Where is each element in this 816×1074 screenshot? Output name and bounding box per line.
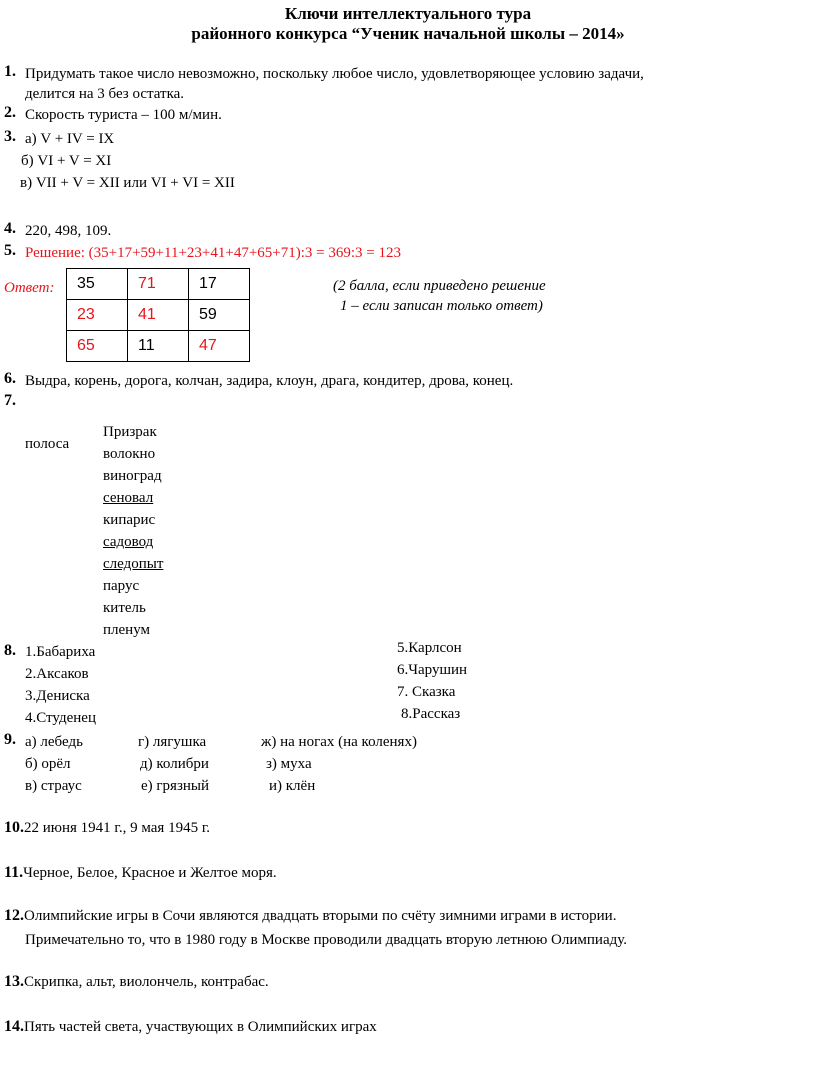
list-item: з) муха (266, 756, 312, 772)
grid-cell: 23 (67, 300, 128, 331)
q1-answer-line-2: делится на 3 без остатка. (25, 86, 185, 102)
grid-cell: 65 (67, 331, 128, 362)
q6-answer: Выдра, корень, дорога, колчан, задира, клоун, драга, кондитер, дрова, конец. (25, 373, 514, 389)
q3-answer-c: в) VII + V = XII или VI + VI = XII (20, 175, 235, 191)
q4-answer: 220, 498, 109. (25, 223, 112, 239)
list-item: 6.Чарушин (397, 662, 468, 678)
list-item: 8.Рассказ (401, 706, 461, 722)
q14-number: 14. (4, 1018, 24, 1035)
q3-answer-b: б) VI + V = XI (21, 153, 112, 169)
list-item: садовод (103, 534, 154, 550)
table-row (67, 300, 250, 331)
list-item: ж) на ногах (на коленях) (261, 734, 417, 750)
list-item: следопыт (103, 556, 164, 572)
list-item: г) лягушка (138, 734, 207, 750)
q3-number: 3. (4, 128, 16, 145)
list-item: и) клён (269, 778, 316, 794)
q9-column-3 (261, 731, 417, 797)
grid-cell: 35 (67, 269, 128, 300)
q7-word-list (103, 421, 163, 641)
q12-answer-line-2: Примечательно то, что в 1980 году в Москве проводили двадцать вторую летнюю Олимпиаду. (25, 932, 627, 948)
list-item: 1.Бабариха (25, 644, 96, 660)
list-item: в) страус (25, 778, 82, 794)
q2-answer: Скорость туриста – 100 м/мин. (25, 107, 222, 123)
q7-number: 7. (4, 392, 16, 409)
q5-number: 5. (4, 242, 16, 259)
q10-number: 10. (4, 819, 24, 836)
q5-solution: Решение: (35+17+59+11+23+41+47+65+71):3 = 369:3 = 123 (25, 245, 402, 261)
list-item: 5.Карлсон (397, 640, 462, 656)
q10-answer: 22 июня 1941 г., 9 мая 1945 г. (24, 820, 211, 836)
list-item: кипарис (103, 512, 156, 528)
q12-row (4, 906, 616, 926)
q5-answer-label: Ответ: (4, 280, 55, 296)
list-item: б) орёл (25, 756, 71, 772)
q1-number: 1. (4, 63, 16, 80)
grid-cell: 17 (189, 269, 250, 300)
q6-number: 6. (4, 370, 16, 387)
q8-left-column (25, 641, 96, 729)
list-item: д) колибри (140, 756, 209, 772)
list-item: волокно (103, 446, 156, 462)
q12-answer-line-1: Олимпийские игры в Сочи являются двадцать вторыми по счёту зимними играми в истории. (24, 908, 617, 924)
q1-answer-line-1: Придумать такое число невозможно, поскольку любое число, удовлетворяющее условию задачи, (25, 66, 644, 82)
q11-number: 11. (4, 864, 24, 881)
list-item: 7. Сказка (397, 684, 456, 700)
q10-row (4, 818, 210, 838)
title-line-2: районного конкурса “Ученик начальной школы – 2014» (191, 24, 625, 43)
q8-number: 8. (4, 642, 16, 659)
grid-cell: 59 (189, 300, 250, 331)
list-item: Призрак (103, 424, 157, 440)
grid-cell: 47 (189, 331, 250, 362)
q9-column-2 (138, 731, 209, 797)
q9-number: 9. (4, 731, 16, 748)
q2-number: 2. (4, 104, 16, 121)
table-row (67, 269, 250, 300)
list-item: пленум (103, 622, 150, 638)
list-item: виноград (103, 468, 162, 484)
q13-answer: Скрипка, альт, виолончель, контрабас. (24, 974, 269, 990)
grid-cell: 11 (128, 331, 189, 362)
title-line-1: Ключи интеллектуального тура (284, 4, 532, 23)
q11-row (4, 863, 277, 883)
list-item: а) лебедь (25, 734, 83, 750)
table-row (67, 331, 250, 362)
q13-row (4, 972, 269, 992)
grid-cell: 41 (128, 300, 189, 331)
list-item: парус (103, 578, 140, 594)
grid-cell: 71 (128, 269, 189, 300)
q9-column-1 (25, 731, 83, 797)
q3-answer-a: а) V + IV = IX (25, 131, 115, 147)
q5-note-line-2: 1 – если записан только ответ) (340, 298, 543, 314)
list-item: е) грязный (141, 778, 210, 794)
q11-answer: Черное, Белое, Красное и Желтое моря. (23, 865, 277, 881)
list-item: 4.Студенец (25, 710, 96, 726)
list-item: 3.Дениска (25, 688, 90, 704)
q5-note-line-1: (2 балла, если приведено решение (333, 278, 546, 294)
q14-answer: Пять частей света, участвующих в Олимпийских играх (24, 1019, 377, 1035)
list-item: китель (103, 600, 146, 616)
q4-number: 4. (4, 220, 16, 237)
q12-number: 12. (4, 907, 24, 924)
q13-number: 13. (4, 973, 24, 990)
list-item: 2.Аксаков (25, 666, 89, 682)
q7-left-word: полоса (25, 436, 70, 452)
q8-right-column (397, 637, 467, 725)
q14-row (4, 1017, 377, 1037)
magic-square-table (66, 268, 250, 362)
list-item: сеновал (103, 490, 154, 506)
